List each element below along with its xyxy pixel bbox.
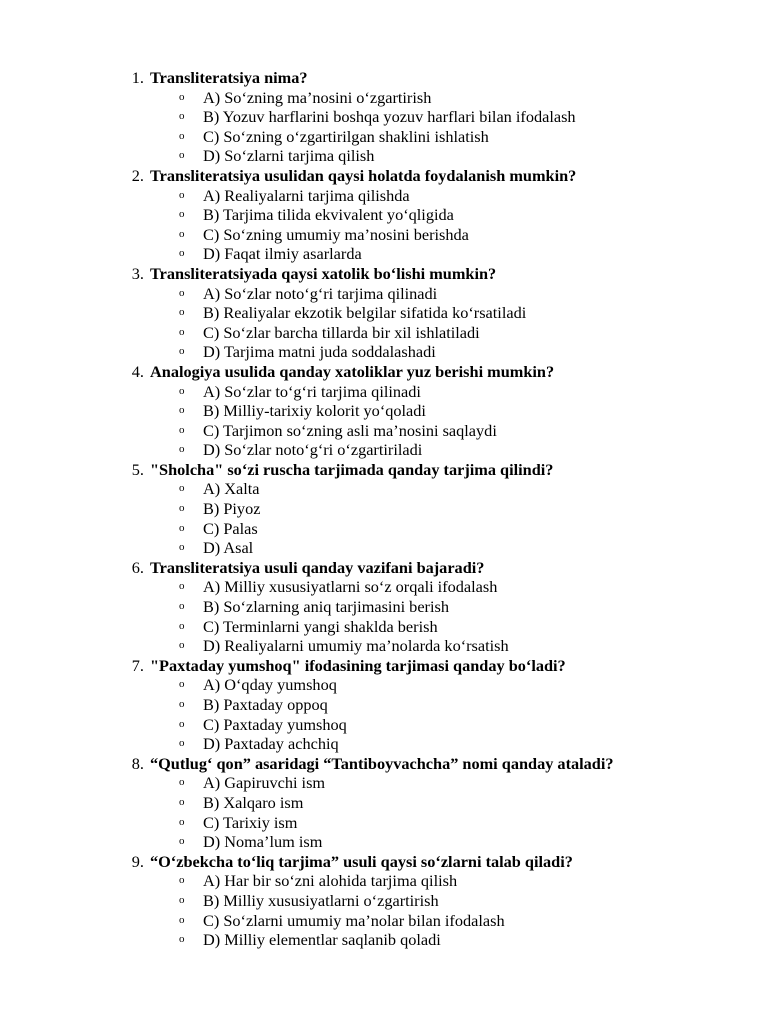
option-text: A) So‘zning ma’nosini o‘zgartirish bbox=[203, 87, 432, 107]
question-text: Transliteratsiya nima? bbox=[150, 68, 308, 87]
bullet-icon: o bbox=[179, 698, 185, 710]
option-item bbox=[0, 695, 768, 715]
question-line bbox=[0, 264, 768, 284]
option-text: B) So‘zlarning aniq tarjimasini berish bbox=[203, 597, 449, 617]
question-number: 9. bbox=[131, 851, 144, 871]
option-item bbox=[0, 519, 768, 539]
bullet-icon: o bbox=[179, 717, 185, 730]
option-item bbox=[0, 382, 768, 402]
option-item bbox=[0, 421, 768, 441]
option-list bbox=[0, 577, 768, 655]
option-text: B) Milliy xususiyatlarni o‘zgartirish bbox=[203, 890, 439, 910]
question-list bbox=[0, 68, 768, 950]
option-text: A) Har bir so‘zni alohida tarjima qilish bbox=[203, 871, 458, 891]
option-item bbox=[0, 284, 768, 304]
bullet-icon: o bbox=[179, 874, 185, 887]
question-number: 7. bbox=[131, 655, 144, 675]
option-text: C) So‘zlar barcha tillarda bir xil ishlatiladi bbox=[203, 322, 480, 342]
option-list bbox=[0, 186, 768, 264]
option-text: D) Paxtaday achchiq bbox=[203, 734, 339, 754]
option-text: B) Yozuv harflarini boshqa yozuv harflari bilan ifodalash bbox=[203, 107, 576, 127]
question-text: Analogiya usulida qanday xatoliklar yuz berishi mumkin? bbox=[150, 361, 555, 381]
bullet-icon: o bbox=[179, 306, 185, 319]
option-item bbox=[0, 323, 768, 343]
option-text: D) Noma’lum ism bbox=[203, 832, 323, 852]
option-item bbox=[0, 871, 768, 891]
option-text: D) Asal bbox=[203, 538, 254, 558]
question-text: “Qutlug‘ qon” asaridagi “Tantiboyvachcha” nomi qanday ataladi? bbox=[150, 753, 614, 773]
bullet-icon: o bbox=[179, 404, 185, 417]
option-text: B) Piyoz bbox=[203, 499, 261, 519]
bullet-icon: o bbox=[179, 835, 185, 848]
bullet-icon: o bbox=[179, 110, 185, 123]
option-text: C) Terminlarni yangi shaklda berish bbox=[203, 616, 438, 636]
option-list bbox=[0, 88, 768, 166]
option-text: B) Tarjima tilida ekvivalent yo‘qligida bbox=[203, 205, 454, 225]
option-item bbox=[0, 342, 768, 362]
question-line bbox=[0, 558, 768, 578]
option-text: C) Palas bbox=[203, 518, 258, 538]
question-item bbox=[0, 264, 768, 362]
option-text: A) Realiyalarni tarjima qilishda bbox=[203, 185, 410, 205]
option-item bbox=[0, 734, 768, 754]
bullet-icon: o bbox=[179, 521, 185, 534]
question-item bbox=[0, 754, 768, 852]
option-list bbox=[0, 284, 768, 362]
option-item bbox=[0, 911, 768, 931]
question-text: Transliteratsiyada qaysi xatolik bo‘lishi mumkin? bbox=[150, 263, 497, 283]
option-text: D) So‘zlarni tarjima qilish bbox=[203, 146, 375, 166]
question-line bbox=[0, 852, 768, 872]
question-line bbox=[0, 68, 768, 88]
bullet-icon: o bbox=[179, 776, 185, 789]
question-number: 5. bbox=[131, 459, 144, 479]
question-item bbox=[0, 852, 768, 950]
option-text: C) Paxtaday yumshoq bbox=[203, 714, 347, 734]
question-item bbox=[0, 68, 768, 166]
bullet-icon: o bbox=[179, 482, 185, 495]
bullet-icon: o bbox=[179, 208, 185, 221]
option-item bbox=[0, 930, 768, 950]
bullet-icon: o bbox=[179, 795, 185, 808]
option-item bbox=[0, 773, 768, 793]
option-item bbox=[0, 107, 768, 127]
option-item bbox=[0, 577, 768, 597]
option-item bbox=[0, 440, 768, 460]
option-text: D) Realiyalarni umumiy ma’nolarda ko‘rsatish bbox=[203, 636, 509, 656]
option-text: D) Milliy elementlar saqlanib qoladi bbox=[203, 930, 441, 950]
question-number: 8. bbox=[131, 753, 144, 773]
question-item bbox=[0, 166, 768, 264]
question-number: 2. bbox=[131, 165, 144, 185]
option-list bbox=[0, 773, 768, 851]
option-item bbox=[0, 675, 768, 695]
bullet-icon: o bbox=[179, 384, 185, 397]
option-item bbox=[0, 813, 768, 833]
option-list bbox=[0, 382, 768, 460]
question-number: 1. bbox=[131, 68, 144, 87]
option-text: B) Paxtaday oppoq bbox=[203, 695, 328, 714]
option-text: C) So‘zlarni umumiy ma’nolar bilan ifodalash bbox=[203, 910, 505, 930]
option-text: C) So‘zning o‘zgartirilgan shaklini ishlatish bbox=[203, 126, 489, 146]
bullet-icon: o bbox=[179, 600, 185, 613]
option-text: D) Faqat ilmiy asarlarda bbox=[203, 244, 362, 264]
option-text: B) Xalqaro ism bbox=[203, 792, 304, 812]
bullet-icon: o bbox=[179, 737, 185, 750]
bullet-icon: o bbox=[179, 345, 185, 358]
question-text: "Sholcha" so‘zi ruscha tarjimada qanday tarjima qilindi? bbox=[150, 459, 554, 479]
option-item bbox=[0, 88, 768, 108]
bullet-icon: o bbox=[179, 149, 185, 162]
bullet-icon: o bbox=[179, 933, 185, 946]
bullet-icon: o bbox=[179, 502, 185, 515]
option-text: C) Tarjimon so‘zning asli ma’nosini saqlaydi bbox=[203, 420, 497, 440]
option-item bbox=[0, 244, 768, 264]
bullet-icon: o bbox=[179, 639, 185, 652]
option-item bbox=[0, 225, 768, 245]
question-line bbox=[0, 656, 768, 676]
option-text: A) Gapiruvchi ism bbox=[203, 773, 326, 793]
bullet-icon: o bbox=[179, 443, 185, 456]
bullet-icon: o bbox=[179, 325, 185, 338]
option-item bbox=[0, 597, 768, 617]
question-item bbox=[0, 558, 768, 656]
option-item bbox=[0, 891, 768, 911]
option-text: A) Milliy xususiyatlarni so‘z orqali ifodalash bbox=[203, 577, 498, 597]
option-item bbox=[0, 499, 768, 519]
option-item bbox=[0, 127, 768, 147]
option-text: A) So‘zlar to‘g‘ri tarjima qilinadi bbox=[203, 381, 421, 401]
option-list bbox=[0, 675, 768, 753]
bullet-icon: o bbox=[179, 129, 185, 142]
bullet-icon: o bbox=[179, 678, 185, 691]
question-line bbox=[0, 362, 768, 382]
bullet-icon: o bbox=[179, 247, 185, 260]
question-line bbox=[0, 460, 768, 480]
bullet-icon: o bbox=[179, 580, 185, 593]
option-item bbox=[0, 715, 768, 735]
option-text: D) So‘zlar noto‘g‘ri o‘zgartiriladi bbox=[203, 440, 423, 460]
option-item bbox=[0, 205, 768, 225]
option-item bbox=[0, 479, 768, 499]
option-item bbox=[0, 793, 768, 813]
bullet-icon: o bbox=[179, 619, 185, 632]
option-list bbox=[0, 479, 768, 557]
question-text: Transliteratsiya usuli qanday vazifani bajaradi? bbox=[150, 557, 485, 577]
question-text: "Paxtaday yumshoq" ifodasining tarjimasi qanday bo‘ladi? bbox=[150, 655, 566, 675]
option-text: C) So‘zning umumiy ma’nosini berishda bbox=[203, 224, 469, 244]
question-item bbox=[0, 460, 768, 558]
question-number: 3. bbox=[131, 263, 144, 283]
question-item bbox=[0, 656, 768, 754]
bullet-icon: o bbox=[179, 227, 185, 240]
option-text: D) Tarjima matni juda soddalashadi bbox=[203, 342, 436, 362]
option-item bbox=[0, 538, 768, 558]
option-item bbox=[0, 617, 768, 637]
option-item bbox=[0, 832, 768, 852]
bullet-icon: o bbox=[179, 913, 185, 926]
question-text: Transliteratsiya usulidan qaysi holatda foydalanish mumkin? bbox=[150, 165, 577, 185]
question-number: 6. bbox=[131, 557, 144, 577]
question-line bbox=[0, 166, 768, 186]
question-text: “O‘zbekcha to‘liq tarjima” usuli qaysi so‘zlarni talab qiladi? bbox=[150, 851, 573, 871]
bullet-icon: o bbox=[179, 815, 185, 828]
option-text: A) So‘zlar noto‘g‘ri tarjima qilinadi bbox=[203, 283, 438, 303]
option-item bbox=[0, 401, 768, 421]
option-text: A) Xalta bbox=[203, 479, 260, 499]
option-item bbox=[0, 303, 768, 323]
option-text: C) Tarixiy ism bbox=[203, 812, 298, 832]
option-text: B) Milliy-tarixiy kolorit yo‘qoladi bbox=[203, 401, 426, 421]
question-number: 4. bbox=[131, 361, 144, 381]
option-list bbox=[0, 871, 768, 949]
bullet-icon: o bbox=[179, 286, 185, 299]
option-item bbox=[0, 146, 768, 166]
bullet-icon: o bbox=[179, 893, 185, 906]
bullet-icon: o bbox=[179, 423, 185, 436]
bullet-icon: o bbox=[179, 188, 185, 201]
option-text: B) Realiyalar ekzotik belgilar sifatida ko‘rsatiladi bbox=[203, 303, 527, 323]
question-line bbox=[0, 754, 768, 774]
option-item bbox=[0, 636, 768, 656]
option-text: A) O‘qday yumshoq bbox=[203, 675, 337, 695]
question-item bbox=[0, 362, 768, 460]
bullet-icon: o bbox=[179, 90, 185, 103]
option-item bbox=[0, 186, 768, 206]
bullet-icon: o bbox=[179, 541, 185, 554]
